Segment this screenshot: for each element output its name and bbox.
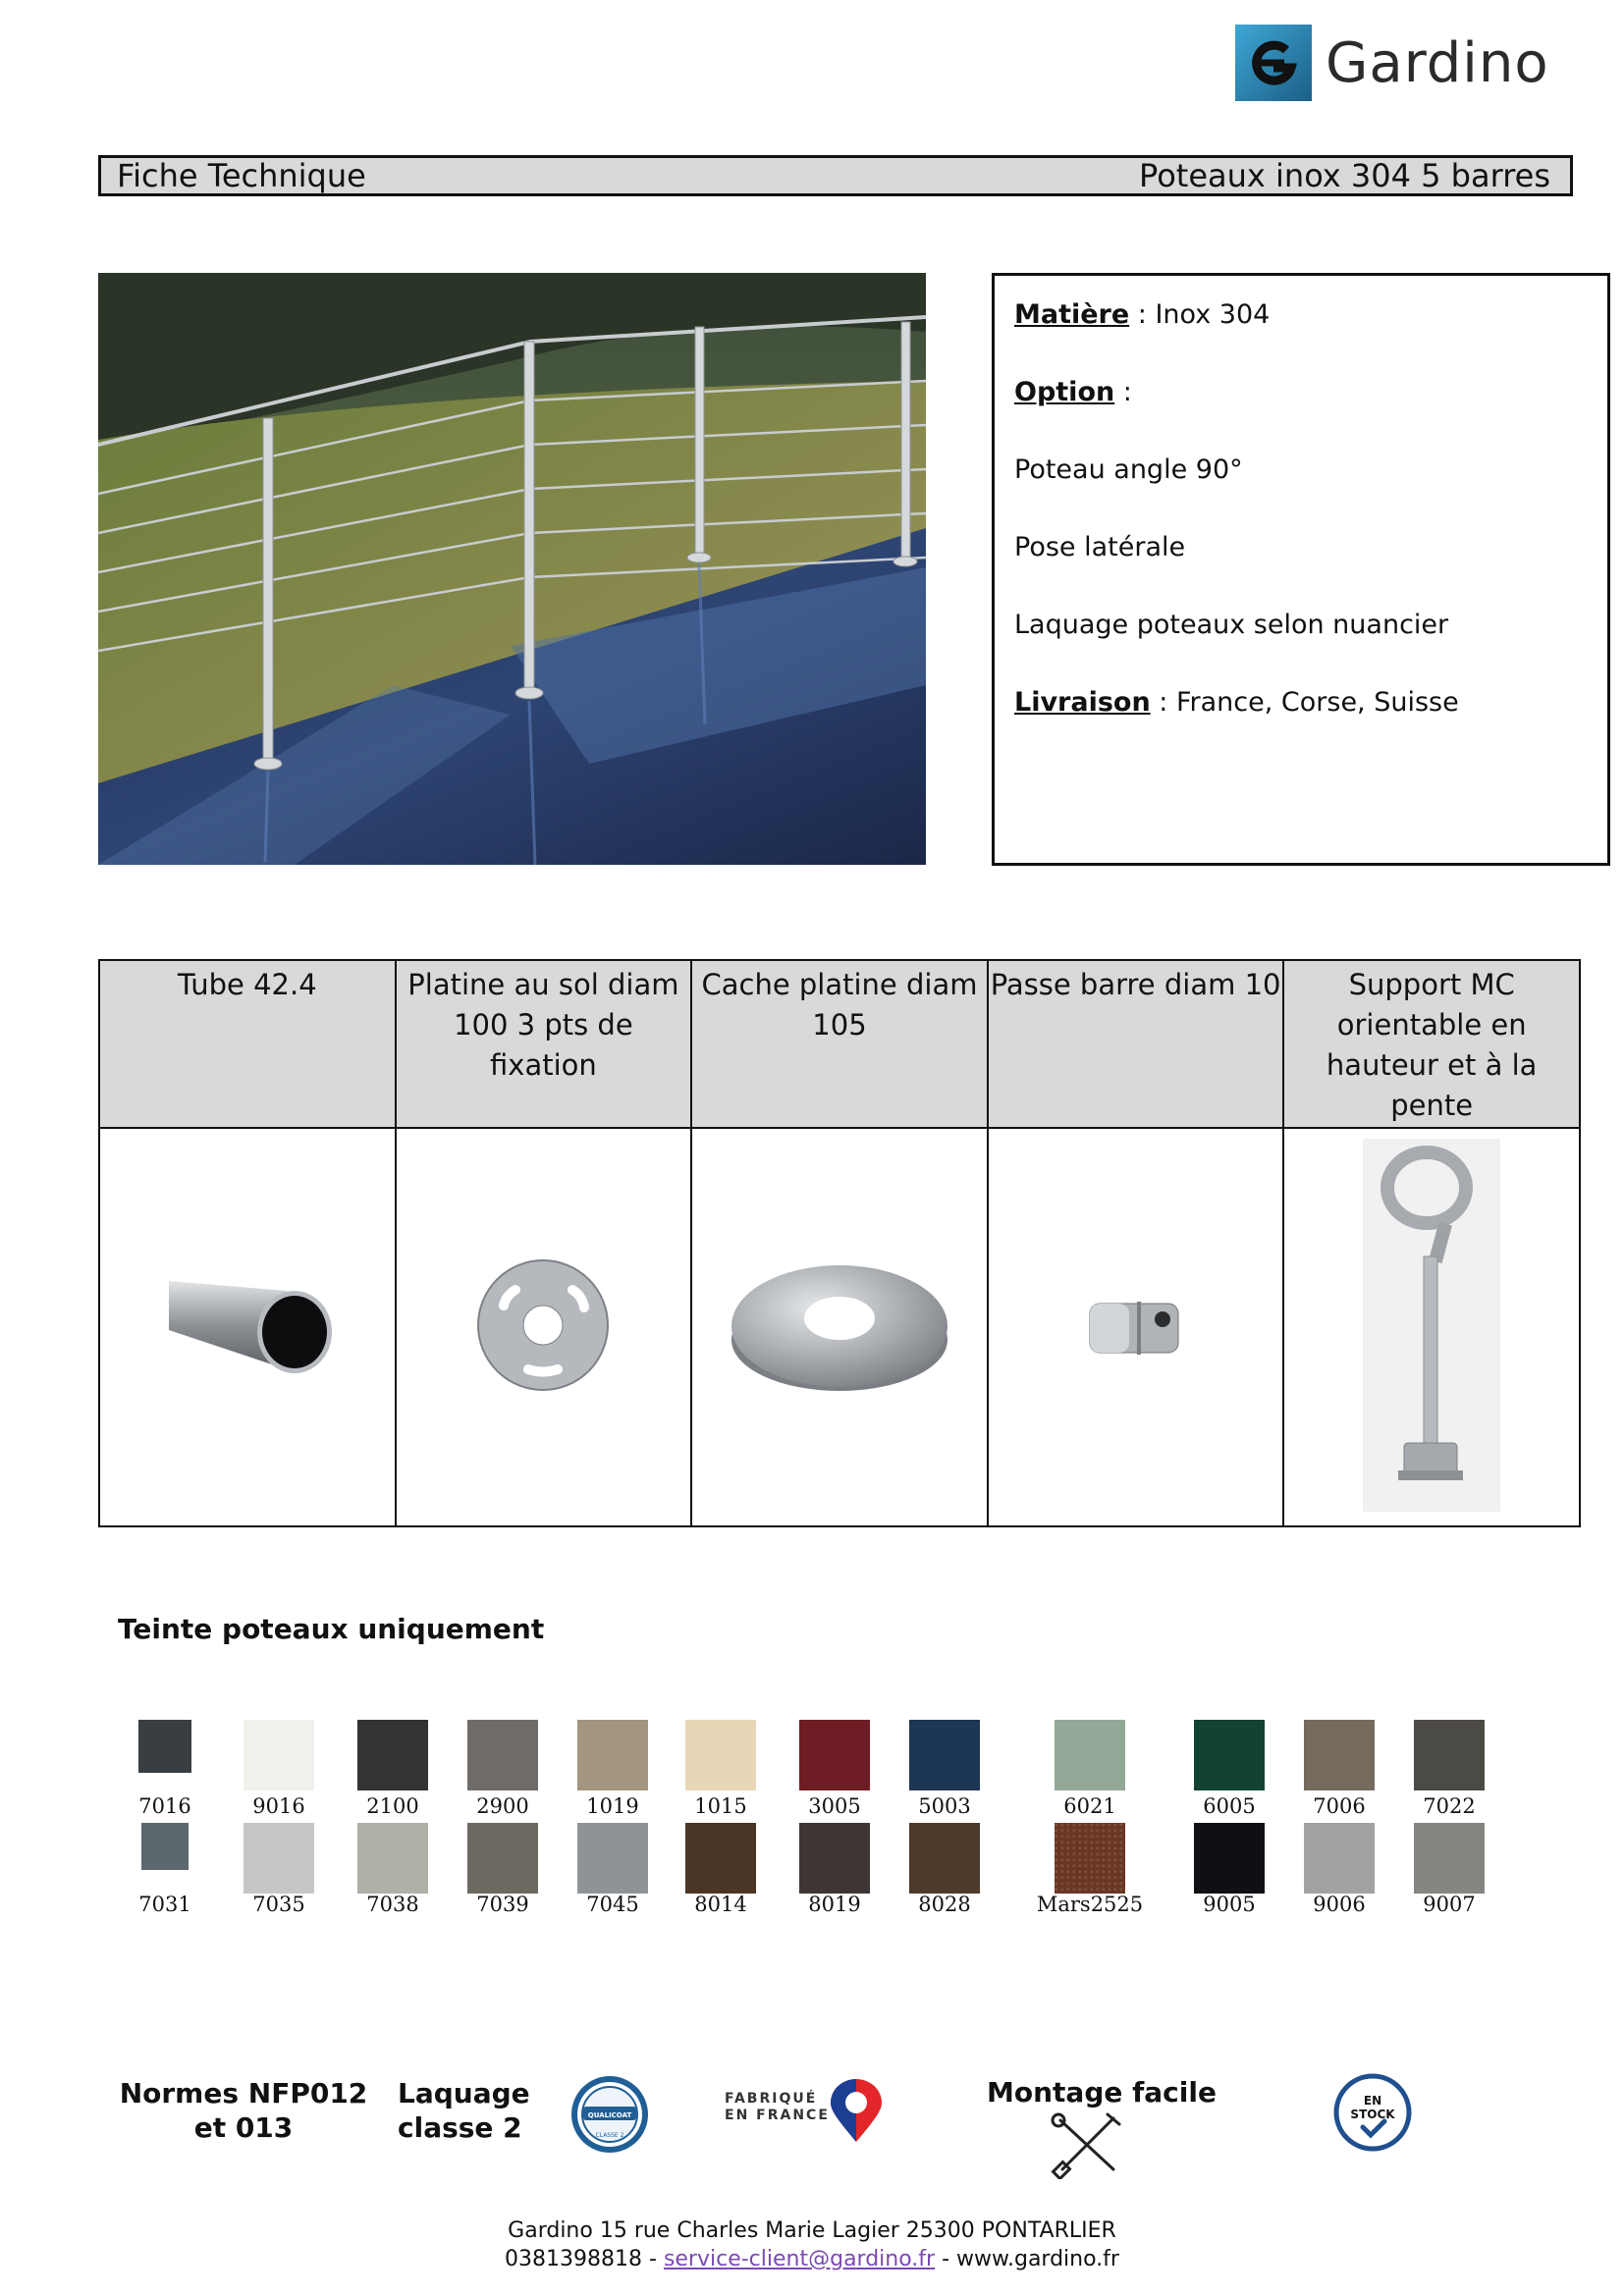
material-value: : Inox 304: [1129, 299, 1271, 330]
part-image-cell: [988, 1128, 1284, 1526]
color-swatch: [357, 1720, 428, 1790]
brand-name: Gardino: [1326, 30, 1549, 95]
option-line: [1014, 375, 1588, 410]
part-label: Support MC orientable en hauteur et à la pente: [1283, 960, 1580, 1128]
color-code-label: 9006: [1313, 1893, 1366, 1916]
color-swatch: [1304, 1823, 1375, 1894]
parts-image-row: [99, 1128, 1580, 1526]
footer-address: Gardino 15 rue Charles Marie Lagier 25300 PONTARLIER: [508, 2218, 1116, 2243]
color-code-label: 9016: [252, 1794, 305, 1818]
product-title: Poteaux inox 304 5 barres: [1139, 157, 1550, 194]
color-code-label: 7038: [366, 1893, 419, 1916]
color-swatch: [467, 1720, 538, 1790]
part-label: Cache platine diam 105: [691, 960, 988, 1128]
material-line: [1014, 297, 1588, 333]
header-bar: [98, 155, 1573, 196]
easy-assembly-badge: Montage facile: [987, 2076, 1217, 2109]
bar-connector-icon: [1082, 1286, 1190, 1364]
color-swatch: [1194, 1823, 1265, 1894]
color-swatch: [467, 1823, 538, 1894]
classe-text: CLASSE 2: [595, 2132, 624, 2139]
made-in-france-text: [725, 2091, 830, 2124]
stock-line1: EN: [1363, 2094, 1382, 2108]
part-image-cell: [691, 1128, 988, 1526]
color-code-label: 7006: [1313, 1794, 1366, 1818]
footer-separator: -: [935, 2247, 957, 2271]
color-code-label: 8014: [694, 1893, 747, 1916]
color-swatch: [577, 1823, 648, 1894]
color-swatch: [357, 1823, 428, 1894]
handrail-support-icon: [1363, 1139, 1500, 1512]
footer-website[interactable]: www.gardino.fr: [956, 2247, 1119, 2271]
part-image-cell: [396, 1128, 692, 1526]
fabrique-line2: EN FRANCE: [725, 2108, 830, 2123]
option-suffix: :: [1114, 377, 1132, 407]
part-label: Tube 42.4: [99, 960, 396, 1128]
material-label: Matière: [1014, 299, 1130, 330]
color-code-label: 7039: [476, 1893, 529, 1916]
floor-plate-icon: [474, 1256, 612, 1394]
parts-table: [98, 959, 1581, 1527]
footer-contact: [0, 2245, 1624, 2273]
product-photo: [98, 273, 926, 865]
color-swatch: [141, 1823, 189, 1870]
color-code-label: 1019: [586, 1794, 639, 1818]
option-item: Laquage poteaux selon nuancier: [1014, 610, 1449, 640]
laquage-text: Laquage classe 2: [398, 2077, 530, 2144]
footer: [0, 2216, 1624, 2273]
color-swatch: [909, 1823, 980, 1894]
colors-title: Teinte poteaux uniquement: [118, 1613, 545, 1645]
color-code-label: 2100: [366, 1794, 419, 1818]
color-swatch: [244, 1823, 314, 1894]
color-code-label: 6005: [1203, 1794, 1256, 1818]
color-swatch: [138, 1720, 191, 1773]
color-code-label: 7045: [586, 1893, 639, 1916]
color-code-label: 7035: [252, 1893, 305, 1916]
color-swatch: [1055, 1720, 1125, 1790]
color-code-label: Mars2525: [1036, 1893, 1144, 1916]
color-code-label: 9007: [1423, 1893, 1476, 1916]
delivery-label: Livraison: [1014, 687, 1151, 718]
color-swatch: [244, 1720, 314, 1790]
color-swatch: [1194, 1720, 1265, 1790]
color-code-label: 1015: [694, 1794, 747, 1818]
part-label: Passe barre diam 10: [988, 960, 1284, 1128]
part-image-cell: [1283, 1128, 1580, 1526]
specifications-box: [992, 273, 1610, 866]
tube-icon: [159, 1271, 336, 1379]
in-stock-icon: [1333, 2073, 1412, 2152]
stock-line2: STOCK: [1350, 2108, 1395, 2121]
color-swatch: [1414, 1823, 1485, 1894]
fabrique-line1: FABRIQUÉ: [725, 2091, 818, 2107]
color-code-label: 8019: [808, 1893, 861, 1916]
option-item: Pose latérale: [1014, 532, 1186, 562]
tools-icon: [1049, 2110, 1127, 2179]
document-type: Fiche Technique: [117, 157, 366, 194]
footer-email-link[interactable]: service-client@gardino.fr: [663, 2247, 936, 2271]
color-code-label: 7022: [1423, 1794, 1476, 1818]
color-swatch: [685, 1720, 756, 1790]
color-code-label: 6021: [1063, 1794, 1116, 1818]
brand-logo: [1235, 24, 1549, 102]
color-swatch: [799, 1720, 870, 1790]
color-swatch: [799, 1823, 870, 1894]
color-swatch: [1304, 1720, 1375, 1790]
laquage-badge: [398, 2076, 530, 2145]
norms-badge: Normes NFP012 et 013: [119, 2077, 368, 2144]
parts-header-row: [99, 960, 1580, 1128]
gardino-logo-icon: [1235, 25, 1312, 101]
color-swatch: [1414, 1720, 1485, 1790]
part-image-cell: [99, 1128, 396, 1526]
part-label: Platine au sol diam 100 3 pts de fixation: [396, 960, 692, 1128]
color-code-label: 5003: [918, 1794, 971, 1818]
color-code-label: 2900: [476, 1794, 529, 1818]
option-label: Option: [1014, 377, 1115, 407]
plate-cover-icon: [727, 1252, 952, 1399]
color-swatch: [685, 1823, 756, 1894]
color-code-label: 3005: [808, 1794, 861, 1818]
color-code-label: 9005: [1203, 1893, 1256, 1916]
qualicoat-seal-icon: [569, 2074, 650, 2155]
color-code-label: 7031: [138, 1893, 191, 1916]
footer-separator: -: [642, 2247, 664, 2271]
qualicoat-text: QUALICOAT: [587, 2111, 632, 2119]
color-code-label: 7016: [138, 1794, 191, 1818]
color-swatch: [909, 1720, 980, 1790]
color-swatch: [1055, 1823, 1125, 1894]
delivery-value: : France, Corse, Suisse: [1150, 687, 1459, 718]
color-swatch: [577, 1720, 648, 1790]
footer-phone: 0381398818: [505, 2247, 642, 2271]
delivery-line: [1014, 685, 1588, 721]
location-pin-icon: [827, 2079, 886, 2144]
color-code-label: 8028: [918, 1893, 971, 1916]
option-item: Poteau angle 90°: [1014, 454, 1243, 485]
